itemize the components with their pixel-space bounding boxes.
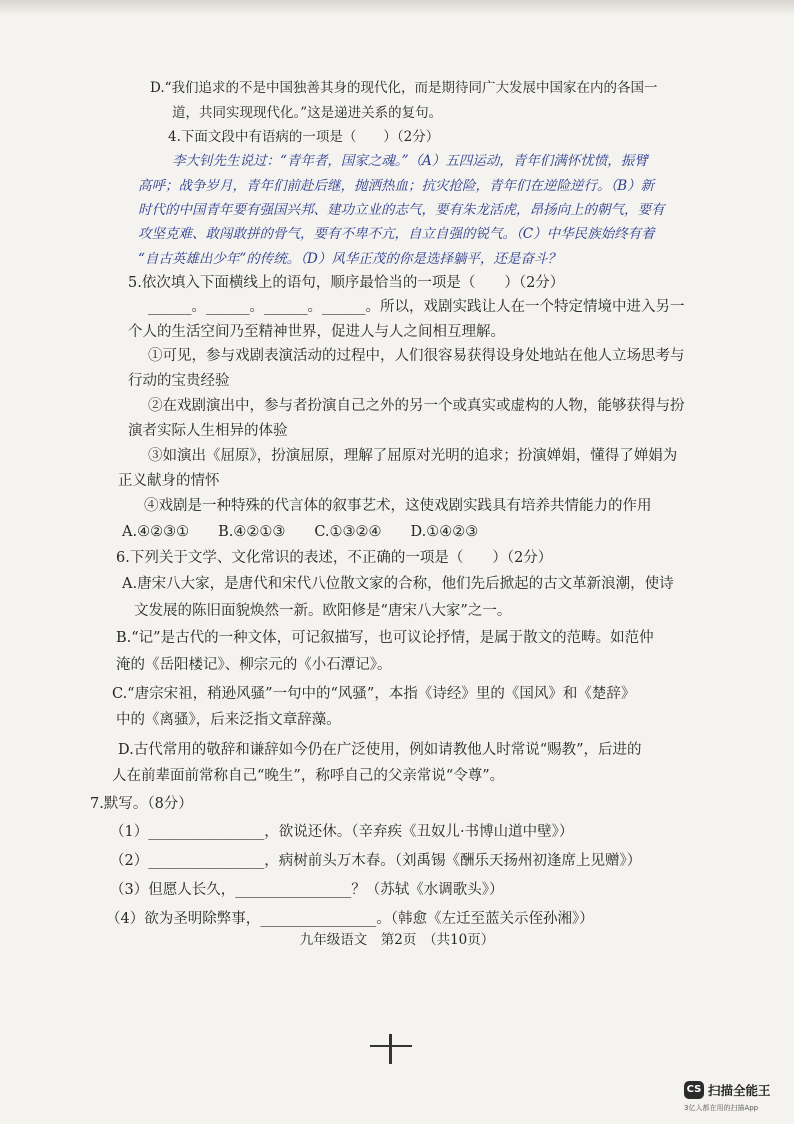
q4-stem: 4.下面文段中有语病的一项是（ ）（2分） [168,129,440,145]
q4-passage-line5: “自古英雄出少年”的传统。（D）风华正茂的你是选择躺平，还是奋斗？ [138,251,561,267]
q6-option-c-line1: C.“唐宗宋祖，稍逊风骚”一句中的“风骚”，本指《诗经》里的《国风》和《楚辞》 [112,686,636,702]
page-footer: 九年级语文 第2页 （共10页） [299,932,495,948]
q5-options: A.④②③① B.④②①③ C.①③②④ D.①④②③ [122,524,479,540]
q7-item-4: （4）欲为圣明除弊事，________________。（韩愈《左迁至蓝关示侄孙湘》） [106,911,594,927]
q6-stem: 6.下列关于文学、文化常识的表述，不正确的一项是（ ）（2分） [116,550,553,566]
q5-sentence-2a: ②在戏剧演出中，参与者扮演自己之外的另一个或真实或虚构的人物，能够获得与扮 [148,398,685,414]
q4-passage-line3: 时代的中国青年要有强国兴邦、建功立业的志气，要有朱龙活虎，昂扬向上的朝气，要有 [138,202,665,218]
q5-passage-end: 个人的生活空间乃至精神世界，促进人与人之间相互理解。 [128,324,505,340]
q5-sentence-3b: 正义献身的情怀 [118,473,220,489]
camscanner-icon: CS [684,1081,704,1099]
q6-option-d-line1: D.古代常用的敬辞和谦辞如今仍在广泛使用，例如请教他人时常说“赐教”，后进的 [118,742,642,758]
q4-passage-line4: 攻坚克难、敢闯敢拼的骨气，要有不卑不亢，自立自强的锐气。（C）中华民族始终有着 [138,226,655,242]
scan-top-shadow [0,0,794,16]
q5-sentence-1a: ①可见，参与戏剧表演活动的过程中，人们很容易获得设身处地站在他人立场思考与 [148,348,685,364]
q6-option-a-line1: A.唐宋八大家，是唐代和宋代八位散文家的合称，他们先后掀起的古文革新浪潮，使诗 [122,576,674,592]
q5-stem: 5.依次填入下面横线上的语句，顺序最恰当的一项是（ ）（2分） [128,275,565,291]
q4-passage-line2: 高呼；战争岁月，青年们前赴后继，抛洒热血；抗灾抢险，青年们在逆险逆行。（B）新 [138,178,655,194]
q7-item-2: （2）________________，病树前头万木春。（刘禹锡《酬乐天扬州初逢席上见赠》） [110,853,642,869]
watermark-brand: 扫描全能王 [708,1083,771,1098]
q6-option-a-line2: 文发展的陈旧面貌焕然一新。欧阳修是“唐宋八大家”之一。 [134,603,512,619]
q7-stem: 7.默写。（8分） [90,796,193,812]
q7-item-1: （1）________________，欲说还休。（辛弃疾《丑奴儿·书博山道中壁》） [110,824,574,840]
q5-blank-line: ______。______。______。______。所以，戏剧实践让人在一个特定情境中进入另一 [148,299,685,315]
q5-sentence-3a: ③如演出《屈原》，扮演屈原，理解了屈原对光明的追求；扮演婵娟，懂得了婵娟为 [148,448,678,464]
q6-option-c-line2: 中的《离骚》，后来泛指文章辞藻。 [116,712,341,728]
q4-passage-line1: 李大钊先生说过：“青年者，国家之魂。”（A）五四运动，青年们满怀忧愤，振臂 [172,153,648,169]
q3-option-d-line2: 道，共同实现现代化。”这是递进关系的复句。 [172,105,443,121]
q6-option-b-line1: B.“记”是古代的一种文体，可记叙描写，也可议论抒情，是属于散文的范畴。如范仲 [116,630,654,646]
q6-option-d-line2: 人在前辈面前常称自己“晚生”，称呼自己的父亲常说“令尊”。 [112,768,505,784]
scanner-watermark [684,1081,794,1121]
binding-crosshair-mark [370,1034,412,1064]
q5-sentence-1b: 行动的宝贵经验 [128,373,230,389]
q3-option-d-line1: D.“我们追求的不是中国独善其身的现代化，而是期待同广大发展中国家在内的各国一 [150,80,658,96]
q6-option-b-line2: 淹的《岳阳楼记》、柳宗元的《小石潭记》。 [116,657,392,673]
q5-sentence-4: ④戏剧是一种特殊的代言体的叙事艺术，这使戏剧实践具有培养共情能力的作用 [144,498,652,514]
q5-sentence-2b: 演者实际人生相异的体验 [128,423,288,439]
watermark-tagline: 3亿人都在用的扫描App [684,1104,759,1112]
q7-item-3: （3）但愿人长久，________________？（苏轼《水调歌头》） [110,882,504,898]
